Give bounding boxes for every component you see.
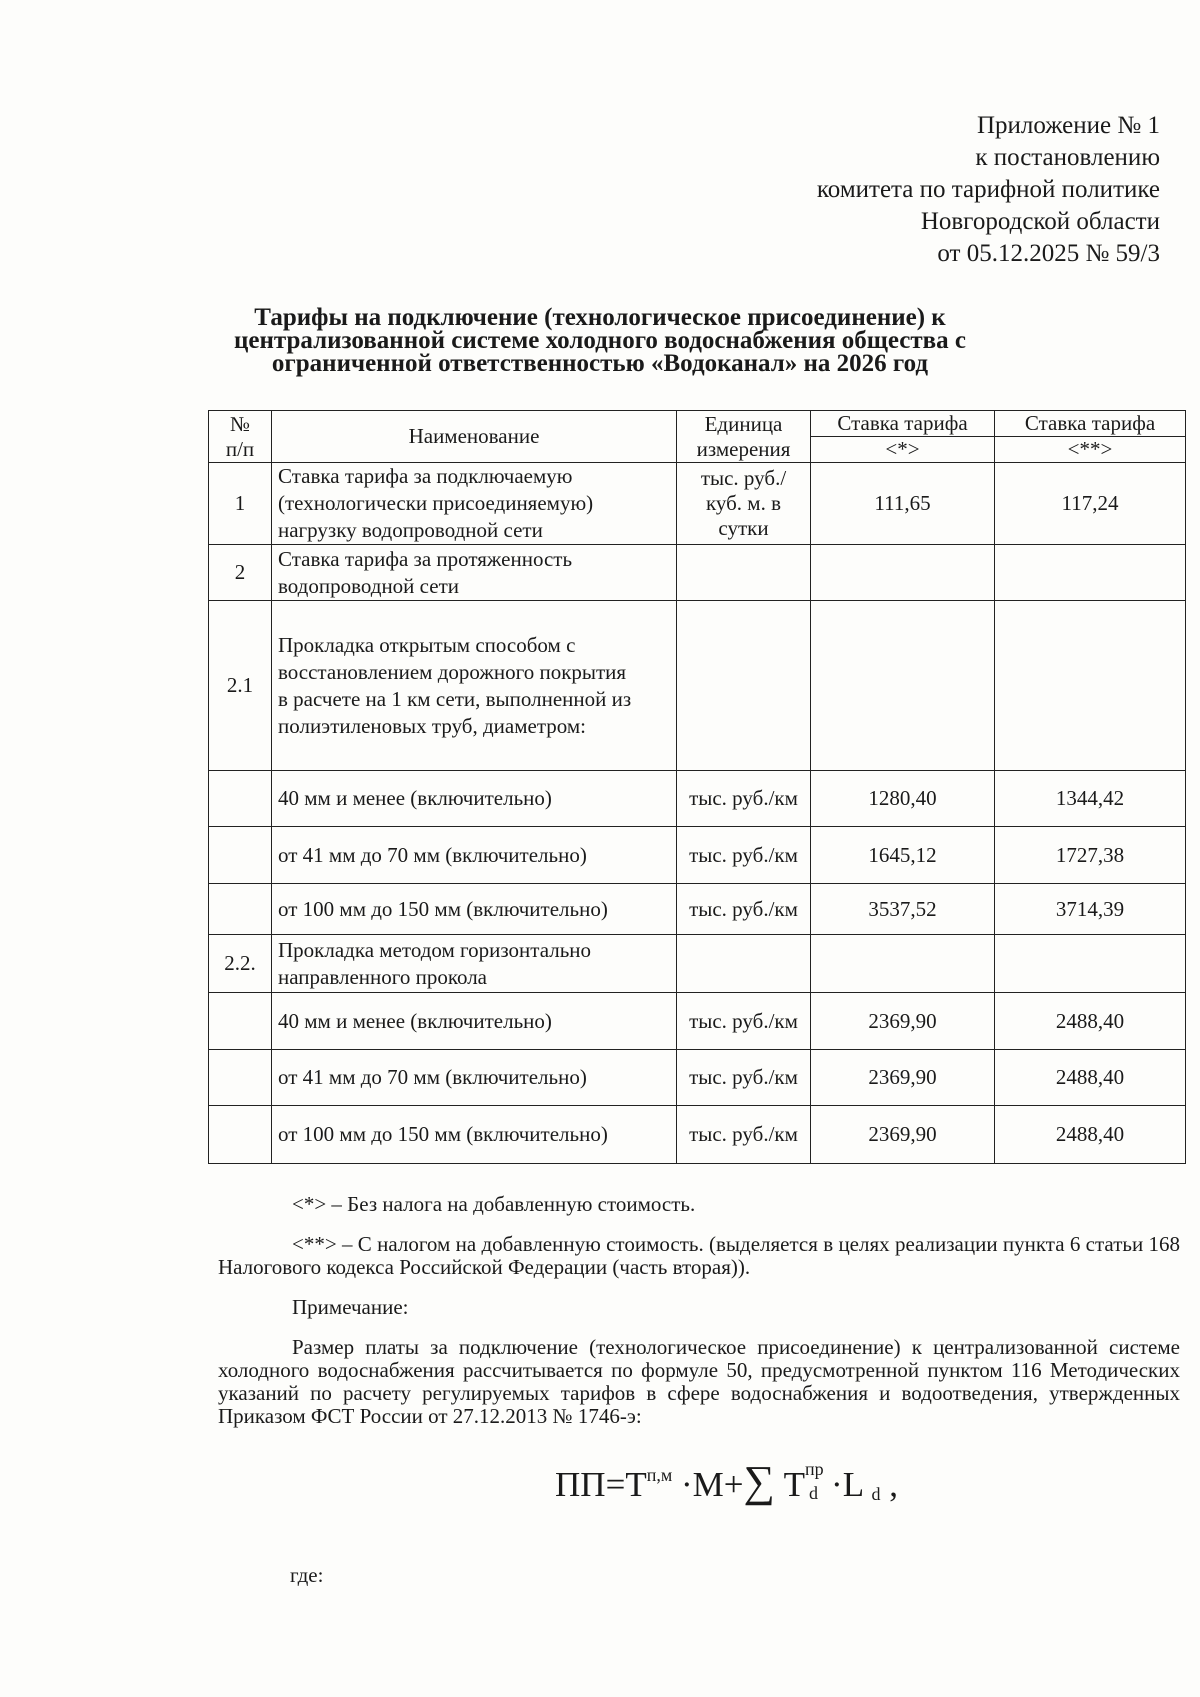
formula-comma: , bbox=[889, 1465, 899, 1504]
row-number: 2 bbox=[209, 545, 272, 601]
row-number bbox=[209, 1106, 272, 1164]
row-rate-with-vat: 1344,42 bbox=[995, 771, 1186, 827]
table-row bbox=[209, 884, 1186, 935]
row-number bbox=[209, 827, 272, 884]
row-number bbox=[209, 884, 272, 935]
formula-tariff-length-superscript: пр bbox=[805, 1459, 824, 1479]
row-rate-without-vat bbox=[811, 545, 995, 601]
table-row bbox=[209, 1050, 1186, 1106]
footnote-with-vat: <**> – С налогом на добавленную стоимость. (выделяется в целях реализации пункта 6 статьи 168 Налогового кодекса Российской Федерации (часть вторая)). bbox=[218, 1232, 1180, 1279]
formula-tariff-load: Т bbox=[625, 1465, 647, 1504]
row-name: от 41 мм до 70 мм (включительно) bbox=[272, 1050, 677, 1106]
row-number bbox=[209, 1050, 272, 1106]
tariff-table bbox=[208, 410, 1186, 1164]
row-name-part-2: в расчете на 1 км сети, выполненной из полиэтиленовых труб, диаметром: bbox=[278, 686, 632, 738]
remark-text: Размер платы за подключение (технологическое присоединение) к централизованной системе холодного водоснабжения рассчитывается по формуле 50, предусмотренной пунктом 116 Методических указаний по расчету регулируемых тарифов в сфере водоснабжения и водоотведения, утвержденных Приказом ФСТ России от 27.12.2013 № 1746-э: bbox=[218, 1335, 1180, 1428]
row-rate-with-vat bbox=[995, 545, 1186, 601]
formula-dot: · bbox=[680, 1465, 693, 1504]
formula-length: L bbox=[842, 1465, 863, 1504]
table-row bbox=[209, 463, 1186, 545]
header-unit: Единица измерения bbox=[677, 411, 811, 463]
header-rate-without-vat-mark: <*> bbox=[811, 437, 995, 463]
row-rate-with-vat: 117,24 bbox=[995, 463, 1186, 545]
appendix-header bbox=[817, 110, 1160, 270]
row-name: Ставка тарифа за протяженность водопроводной сети bbox=[272, 545, 677, 601]
document-title bbox=[160, 306, 1040, 375]
row-rate-without-vat bbox=[811, 935, 995, 993]
row-rate-without-vat: 1280,40 bbox=[811, 771, 995, 827]
row-rate-with-vat: 2488,40 bbox=[995, 1050, 1186, 1106]
row-unit: тыс. руб./км bbox=[677, 884, 811, 935]
formula-sum-sign: ∑ bbox=[743, 1457, 775, 1506]
table-row bbox=[209, 993, 1186, 1050]
row-unit bbox=[677, 935, 811, 993]
row-rate-with-vat bbox=[995, 601, 1186, 771]
row-rate-with-vat: 1727,38 bbox=[995, 827, 1186, 884]
header-number: № п/п bbox=[209, 411, 272, 463]
formula-dot: · bbox=[831, 1465, 843, 1504]
appendix-line-3: комитета по тарифной политике bbox=[816, 176, 1160, 203]
table-row bbox=[209, 935, 1186, 993]
row-unit: тыс. руб./км bbox=[677, 993, 811, 1050]
table-row bbox=[209, 771, 1186, 827]
row-rate-without-vat: 3537,52 bbox=[811, 884, 995, 935]
table-row bbox=[209, 601, 1186, 771]
row-name: 40 мм и менее (включительно) bbox=[272, 771, 677, 827]
row-rate-without-vat: 2369,90 bbox=[811, 1106, 995, 1164]
row-rate-with-vat: 3714,39 bbox=[995, 884, 1186, 935]
table-row bbox=[209, 827, 1186, 884]
row-name bbox=[272, 601, 677, 771]
row-unit: тыс. руб./км bbox=[677, 771, 811, 827]
title-line-3: ограниченной ответственностью «Водоканал» на 2026 год bbox=[271, 350, 929, 377]
row-unit: тыс. руб./км bbox=[677, 1106, 811, 1164]
appendix-line-2: к постановлению bbox=[975, 144, 1160, 171]
row-rate-without-vat bbox=[811, 601, 995, 771]
title-line-1: Тарифы на подключение (технологическое присоединение) к bbox=[254, 304, 946, 331]
row-number: 1 bbox=[209, 463, 272, 545]
row-unit: тыс. руб./км bbox=[677, 827, 811, 884]
row-number: 2.1 bbox=[209, 601, 272, 771]
footnote-without-vat: <*> – Без налога на добавленную стоимость. bbox=[292, 1192, 696, 1216]
row-rate-without-vat: 2369,90 bbox=[811, 1050, 995, 1106]
row-unit bbox=[677, 545, 811, 601]
row-number bbox=[209, 771, 272, 827]
row-name: от 100 мм до 150 мм (включительно) bbox=[272, 884, 677, 935]
appendix-line-1: Приложение № 1 bbox=[976, 112, 1160, 139]
row-number: 2.2. bbox=[209, 935, 272, 993]
row-name-part-1: Прокладка открытым способом с восстановлением дорожного покрытия bbox=[278, 632, 627, 684]
notes-section bbox=[218, 1193, 1180, 1428]
formula-length-subscript: d bbox=[871, 1484, 881, 1504]
title-line-2: централизованной системе холодного водоснабжения общества с bbox=[233, 327, 967, 354]
header-rate-with-vat-mark: <**> bbox=[995, 437, 1186, 463]
row-name: от 100 мм до 150 мм (включительно) bbox=[272, 1106, 677, 1164]
row-rate-with-vat: 2488,40 bbox=[995, 1106, 1186, 1164]
formula-lhs: ПП bbox=[555, 1465, 606, 1504]
row-name: Прокладка методом горизонтально направленного прокола bbox=[272, 935, 677, 993]
row-unit: тыс. руб./ куб. м. в сутки bbox=[677, 463, 811, 545]
payment-formula bbox=[555, 1455, 898, 1514]
appendix-line-5: от 05.12.2025 № 59/3 bbox=[937, 240, 1160, 267]
header-rate-without-vat: Ставка тарифа bbox=[811, 411, 995, 437]
formula-equals: = bbox=[605, 1465, 626, 1504]
formula-tariff-length: Т bbox=[783, 1465, 806, 1504]
row-rate-with-vat bbox=[995, 935, 1186, 993]
formula-tariff-length-indices bbox=[805, 1455, 831, 1503]
row-name: Ставка тарифа за подключаемую (технологически присоединяемую) нагрузку водопроводной сети bbox=[272, 463, 677, 545]
row-rate-with-vat: 2488,40 bbox=[995, 993, 1186, 1050]
formula-tariff-load-superscript: п,м bbox=[646, 1465, 673, 1485]
row-name: 40 мм и менее (включительно) bbox=[272, 993, 677, 1050]
where-label: где: bbox=[290, 1563, 324, 1587]
table-header-row bbox=[209, 411, 1186, 437]
header-name: Наименование bbox=[272, 411, 677, 463]
formula-load: М bbox=[692, 1465, 724, 1504]
row-rate-without-vat: 111,65 bbox=[811, 463, 995, 545]
appendix-line-4: Новгородской области bbox=[920, 208, 1160, 235]
row-rate-without-vat: 1645,12 bbox=[811, 827, 995, 884]
formula-tariff-length-subscript: d bbox=[809, 1483, 819, 1503]
table-row bbox=[209, 1106, 1186, 1164]
row-rate-without-vat: 2369,90 bbox=[811, 993, 995, 1050]
header-rate-with-vat: Ставка тарифа bbox=[995, 411, 1186, 437]
formula-plus: + bbox=[723, 1465, 744, 1504]
row-unit: тыс. руб./км bbox=[677, 1050, 811, 1106]
row-unit bbox=[677, 601, 811, 771]
table-row bbox=[209, 545, 1186, 601]
remark-label: Примечание: bbox=[292, 1295, 409, 1319]
row-number bbox=[209, 993, 272, 1050]
row-name: от 41 мм до 70 мм (включительно) bbox=[272, 827, 677, 884]
